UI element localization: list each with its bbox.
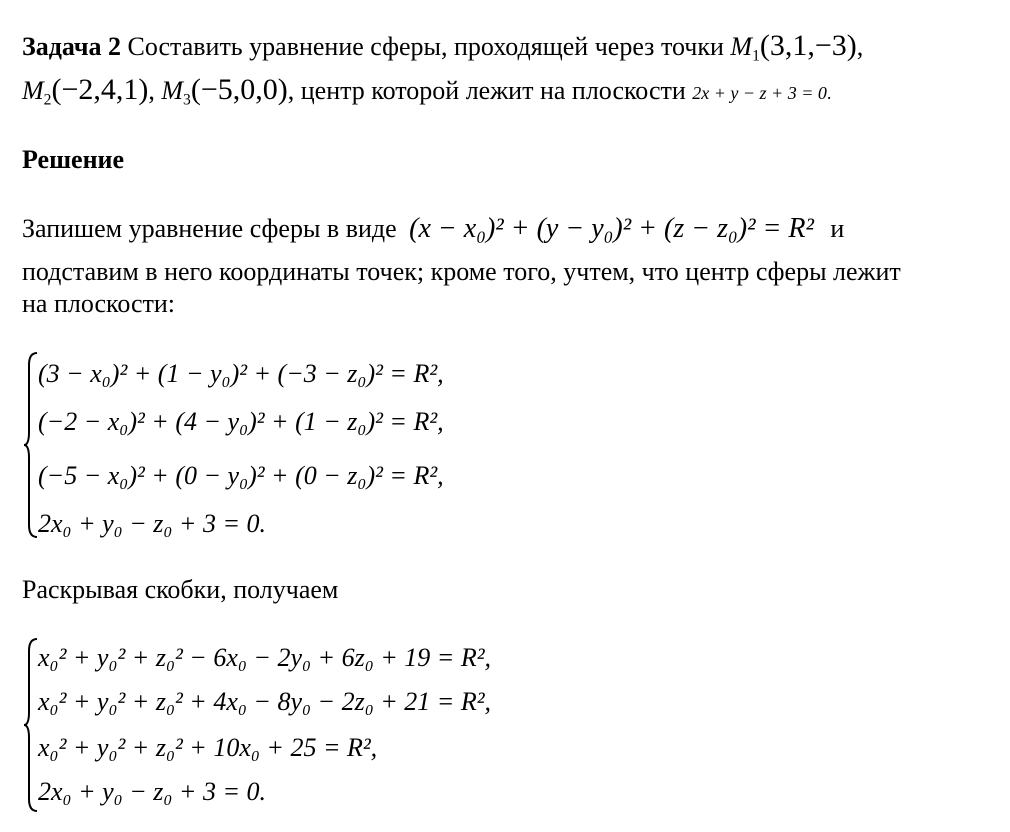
solution-heading: Решение [22,145,125,174]
intro-line-3: на плоскости: [22,289,176,318]
system2-eq-3: x₀² + y₀² + z₀² + 10x₀ + 25 = R², [38,733,378,762]
problem-text-1: Составить уравнение сферы, проходящей через точки [127,32,724,61]
system1-eq-4: 2x₀ + y₀ − z₀ + 3 = 0. [38,509,266,538]
equation-system-1 [22,350,542,540]
expand-text: Раскрывая скобки, получаем [22,575,339,604]
problem-text-2: , центр которой лежит на плоскости [287,76,686,105]
problem-line-1: Задача 2 Составить уравнение сферы, проходящей через точки $M_1(3,1,-3)$, [22,29,864,65]
system2-eq-2: x₀² + y₀² + z₀² + 4x₀ − 8y₀ − 2z₀ + 21 = R², [38,687,492,716]
system1-eq-3: (−5 − x₀)² + (0 − y₀)² + (0 − z₀)² = R², [38,461,444,490]
point-m2: $M_2$ [22,76,52,109]
point-m3-coords: (−5,0,0) [190,73,288,106]
sphere-equation: (x − x₀)² + (y − y₀)² + (z − z₀)² = R² [409,213,814,244]
system1-eq-1: (3 − x₀)² + (1 − y₀)² + (−3 − z₀)² = R², [38,359,444,388]
problem-label: Задача 2 [22,32,121,61]
intro-text-1: Запишем уравнение сферы в виде [22,214,397,243]
point-m2-coords: (−2,4,1) [51,73,149,106]
intro-and: и [830,214,845,243]
point-m1: $M_1$ [730,32,760,65]
intro-line-2: подставим в него координаты точек; кроме того, учтем, что центр сферы лежит [22,257,901,286]
intro-line-1 [22,213,844,245]
plane-equation: 2x + y − z + 3 = 0 [692,83,827,103]
equation-system-2 [22,636,582,814]
system1-eq-2: (−2 − x₀)² + (4 − y₀)² + (1 − z₀)² = R², [38,407,444,436]
point-m1-coords: (3,1,−3) [759,29,857,62]
system2-eq-1: x₀² + y₀² + z₀² − 6x₀ − 2y₀ + 6z₀ + 19 = R², [38,643,492,672]
system2-eq-4: 2x₀ + y₀ − z₀ + 3 = 0. [38,777,266,806]
problem-line-2: $M_2(-2,4,1)$, $M_3(-5,0,0)$, центр которой лежит на плоскости 2x + y − z + 3 = 0. [22,73,832,109]
point-m3: $M_3$ [161,76,191,109]
